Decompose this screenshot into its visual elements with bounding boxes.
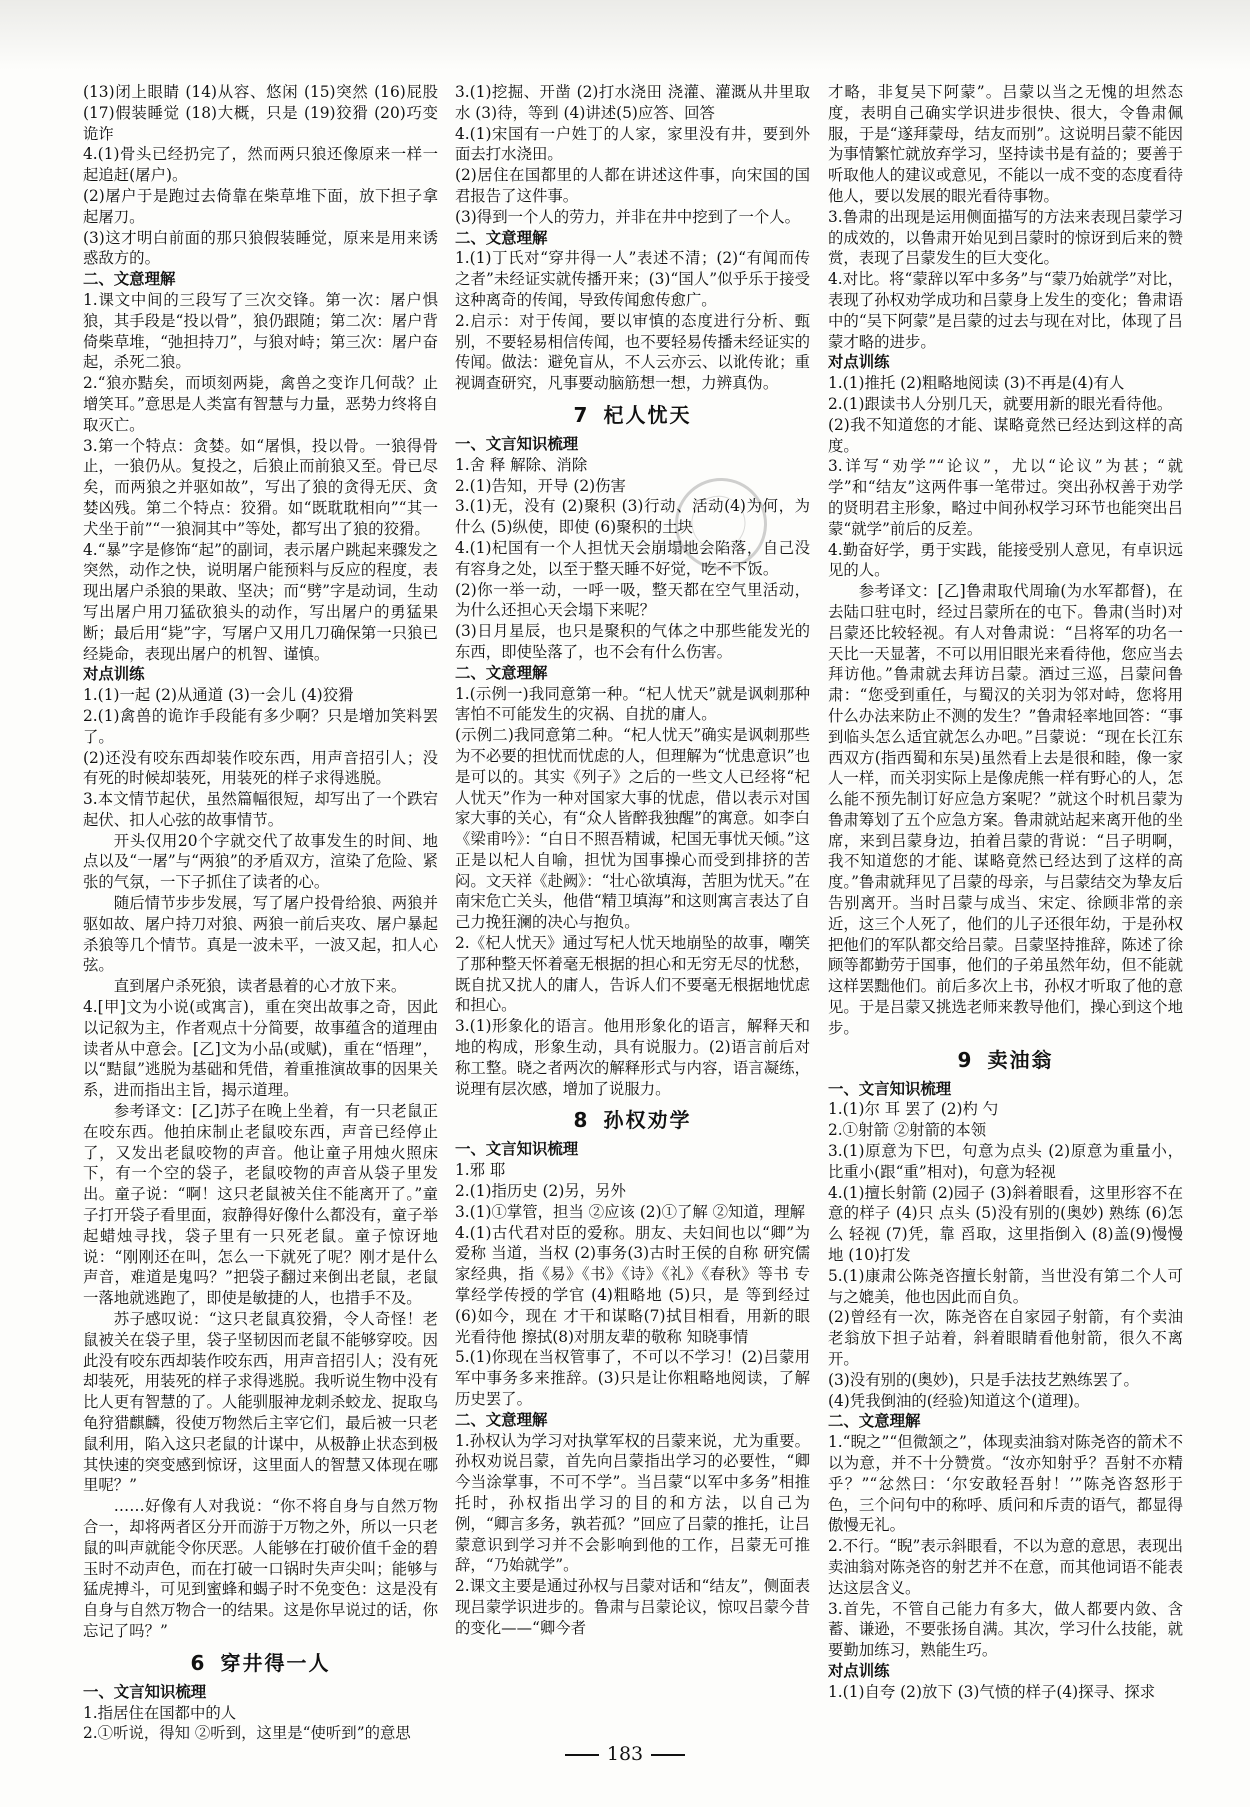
answer-paragraph: 3.(1)无，没有 (2)聚积 (3)行动、活动(4)为何，为什么 (5)纵使，即使 (6)聚积的土块 <box>455 497 810 537</box>
answer-paragraph: 3.第一个特点：贪婪。如“屠惧，投以骨。一狼得骨止，一狼仍从。复投之，后狼止而前狼又至。骨已尽矣，而两狼之并驱如故”，写出了狼的贪得无厌、贪婪凶残。第二个特点：狡猾。如“既耽耽相向”“其一犬坐于前”“一狼洞其中”等处，都写出了狼的狡猾。 <box>83 436 438 538</box>
section-heading: 二、文意理解 <box>455 228 548 247</box>
answer-paragraph: 3.详写“劝学”“论议”，尤以“论议”为甚；“就学”和“结友”这两件事一笔带过。突出孙权善于劝学的贤明君主形象，略过中间孙权学习环节也能突出吕蒙“就学”前后的反差。 <box>828 457 1183 538</box>
section-heading: 二、文意理解 <box>455 663 548 682</box>
column-middle <box>455 82 810 1637</box>
page-number <box>0 1744 1250 1765</box>
answer-paragraph: 4.(1)杞国有一个人担忧天会崩塌地会陷落，自己没有容身之处，以至于整天睡不好觉，吃不下饭。 <box>455 538 810 578</box>
answer-paragraph: (3)日月星辰，也只是聚积的气体之中那些能发光的东西，即使坠落了，也不会有什么伤害。 <box>455 622 810 661</box>
answer-paragraph: (4)凭我倒油的(经验)知道这个(道理)。 <box>828 1391 1090 1410</box>
chapter-title-text: 卖油翁 <box>987 1047 1054 1072</box>
column-left <box>83 82 438 1743</box>
answer-paragraph: 4.勤奋好学，勇于实践，能接受别人意见，有卓识远见的人。 <box>828 540 1183 580</box>
answer-paragraph: (2)还没有咬东西却装作咬东西，用声音招引人；没有死的时候却装死，用装死的样子求得逃脱。 <box>83 748 438 788</box>
answer-paragraph: 4.[甲]文为小说(或寓言)，重在突出故事之奇，因此以记叙为主，作者观点十分简要，故事蕴含的道理由读者从中意会。[乙]文为小品(或赋)，重在“悟理”，以“黠鼠”逃脱为基础和凭借，着重推演故事的因果关系，进而指出主旨，揭示道理。 <box>83 998 438 1100</box>
answer-paragraph: 3.(1)①掌管，担当 ②应该 (2)①了解 ②知道，理解 <box>455 1202 805 1221</box>
section-heading: 对点训练 <box>828 353 890 372</box>
page-top-edge <box>0 0 1250 70</box>
answer-paragraph: 开头仅用20个字就交代了故事发生的时间、地点以及“一屠”与“两狼”的矛盾双方，渲染了危险、紧张的气氛，一下子抓住了读者的心。 <box>83 831 438 892</box>
answer-paragraph: (示例二)我同意第二种。“杞人忧天”确实是讽刺那些为不必要的担忧而忧虑的人，但理解为“忧患意识”也是可以的。其实《列子》之后的一些文人已经将“杞人忧天”作为一种对国家大事的忧虑，借以表示对国家大事的关心，有“众人皆醉我独醒”的寓意。如李白《梁甫吟》：“白日不照吾精诚，杞国无事忧天倾。”这正是以杞人自喻，担忧为国事操心而受到排挤的苦闷。文天祥《赴阙》：“壮心欲填海，苦胆为忧天。”在南宋危亡关头，他借“精卫填海”和这则寓言表达了自己力挽狂澜的决心与抱负。 <box>455 726 810 932</box>
chapter-title <box>455 402 810 428</box>
answer-paragraph: 1.(1)一起 (2)从通道 (3)一会儿 (4)狡猾 <box>83 686 354 705</box>
answer-paragraph: 2.①射箭 ②射箭的本领 <box>828 1121 987 1140</box>
answer-paragraph: 1.“睨之”“但微颔之”，体现卖油翁对陈尧咨的箭术不以为意，并不十分赞赏。“汝亦知射乎？吾射不亦精乎？”“忿然曰：‘尔安敢轻吾射！’”陈尧咨怒形于色，三个问句中的称呼、质问和斥责的语气，都显得傲慢无礼。 <box>828 1433 1183 1535</box>
chapter-title-text: 杞人忧天 <box>603 402 692 427</box>
answer-paragraph: 3.(1)挖掘、开凿 (2)打水浇田 浇灌、灌溉从井里取水 (3)待，等到 (4)讲述(5)应答、回答 <box>455 83 810 122</box>
page-number-left-dash <box>565 1754 599 1756</box>
answer-paragraph: 4.(1)古代君对臣的爱称。朋友、夫妇间也以“卿”为爱称 当道，当权 (2)事务(3)古时王侯的自称 研究儒家经典，指《易》《书》《诗》《礼》《春秋》等书 专掌经学传授的学官 (4)粗略地 (5)只，是 等到经过 (6)如今，现在 才干和谋略(7)拭目相看，用新的眼光看待他 擦拭(8)对朋友辈的敬称 知晓事情 <box>455 1223 810 1346</box>
answer-paragraph: 1.指居住在国都中的人 <box>83 1703 237 1722</box>
answer-paragraph: 苏子感叹说：“这只老鼠真狡猾，令人奇怪！老鼠被关在袋子里，袋子坚韧因而老鼠不能够穿咬。因此没有咬东西却装作咬东西，用声音招引人；没有死却装死，用装死的样子求得逃脱。我听说生物中没有比人更有智慧的了。人能驯服神龙刺杀蛟龙、捉取乌龟狩猎麒麟，役使万物然后主宰它们，最后被一只老鼠利用，陷入这只老鼠的计谋中，从极静止状态到极其快速的突变感到惊讶，这里面人的智慧又体现在哪里呢？” <box>83 1310 438 1495</box>
answer-paragraph: (2)我不知道您的才能、谋略竟然已经达到这样的高度。 <box>828 415 1183 455</box>
answer-paragraph: 1.(示例一)我同意第一种。“杞人忧天”就是讽刺那种害怕不可能发生的灾祸、自扰的庸人。 <box>455 684 810 724</box>
answer-paragraph: 4.(1)擅长射箭 (2)园子 (3)斜着眼看，这里形容不在意的样子 (4)只 点头 (5)没有别的(奥妙) 熟练 (6)怎么 轻视 (7)凭，靠 舀取，这里指倒入 (8)盖(9)慢慢地 (10)打发 <box>828 1183 1183 1265</box>
answer-paragraph: 1.课文中间的三段写了三次交锋。第一次：屠户惧狼，其手段是“投以骨”，狼仍跟随；第二次：屠户背倚柴草堆，“弛担持刀”，与狼对峙；第三次：屠户奋起，杀死二狼。 <box>83 290 438 372</box>
answer-paragraph: 2.(1)禽兽的诡诈手段能有多少啊？只是增加笑料罢了。 <box>83 706 438 746</box>
answer-paragraph: 2.启示：对于传闻，要以审慎的态度进行分析、甄别，不要轻易相信传闻，也不要轻易传播未经证实的传闻。做法：避免盲从，不人云亦云、以讹传讹；重视调查研究，凡事要动脑筋想一想，力辨真伪。 <box>455 311 810 393</box>
chapter-title <box>83 1650 438 1676</box>
answer-paragraph: 参考译文：[乙]鲁肃取代周瑜(为水军都督)，在去陆口驻屯时，经过吕蒙所在的屯下。鲁肃(当时)对吕蒙还比较轻视。有人对鲁肃说：“吕将军的功名一天比一天显著，不可以用旧眼光来看待他，您应当去拜访他。”鲁肃就去拜访吕蒙。酒过三巡，吕蒙问鲁肃：“您受到重任，与蜀汉的关羽为邻对峙，您将用什么办法来防止不测的发生？”鲁肃轻率地回答：“事到临头怎么适宜就怎么办吧。”吕蒙说：“现在长江东西双方(指西蜀和东吴)虽然看上去是很和睦，像一家人一样，而关羽实际上是像虎熊一样有野心的人，怎么能不预先制订好应急方案呢？”就这个时机吕蒙为鲁肃筹划了五个应急方案。鲁肃就站起来离开他的坐席，来到吕蒙身边，拍着吕蒙的背说：“吕子明啊，我不知道您的才能、谋略竟然已经达到了这样的高度。”鲁肃就拜见了吕蒙的母亲，与吕蒙结交为挚友后告别离开。当时吕蒙与成当、宋定、徐顾非常的亲近，这三个人死了，他们的儿子还很年幼，于是孙权把他们的军队都交给吕蒙。吕蒙坚持推辞，陈述了徐顾等都勤劳于国事，他们的子弟虽然年幼，但不能就这样罢黜他们。前后多次上书，孙权才听取了他的意见。于是吕蒙又挑选老师来教导他们，操心到这个地步。 <box>828 582 1183 1037</box>
section-heading: 二、文意理解 <box>455 1410 548 1429</box>
answer-paragraph: 2.不行。“睨”表示斜眼看，不以为意的意思，表现出卖油翁对陈尧咨的射艺并不在意，而其他词语不能表达这层含义。 <box>828 1537 1183 1597</box>
answer-paragraph: 2.《杞人忧天》通过写杞人忧天地崩坠的故事，嘲笑了那种整天怀着毫无根据的担心和无穷无尽的忧愁，既自扰又扰人的庸人，告诉人们不要毫无根据地忧虑和担心。 <box>455 934 810 1015</box>
column-right <box>828 82 1183 1701</box>
answer-paragraph: 2.(1)跟读书人分别几天，就要用新的眼光看待他。 <box>828 394 1173 413</box>
answer-paragraph: 1.(1)尔 耳 罢了 (2)杓 勺 <box>828 1100 999 1119</box>
answer-paragraph: 2.“狼亦黠矣，而顷刻两毙，禽兽之变诈几何哉？止增笑耳。”意思是人类富有智慧与力量，恶势力终将自取灭亡。 <box>83 374 438 434</box>
section-heading: 一、文言知识梳理 <box>828 1079 952 1098</box>
answer-paragraph: 4.“暴”字是修饰“起”的副词，表示屠户跳起来骤发之突然，动作之快，说明屠户能预料与反应的程度，表现出屠户杀狼的果敢、坚决；而“劈”字是动词，生动写出屠户用刀猛砍狼头的动作，写出屠户的勇猛果断；最后用“毙”字，写屠户又用几刀确保第一只狼已经毙命，表现出屠户的机智、谨慎。 <box>83 540 438 663</box>
section-heading: 对点训练 <box>828 1661 890 1680</box>
answer-paragraph: 随后情节步步发展，写了屠户投骨给狼、两狼并驱如故、屠户持刀对狼、两狼一前后夹攻、屠户暴起杀狼等几个情节。真是一波未平，一波又起，扣人心弦。 <box>83 894 438 975</box>
chapter-title <box>828 1047 1183 1073</box>
section-heading: 二、文意理解 <box>828 1412 921 1431</box>
section-heading: 一、文言知识梳理 <box>455 434 579 453</box>
answer-paragraph: 1.(1)推托 (2)粗略地阅读 (3)不再是(4)有人 <box>828 374 1125 393</box>
answer-paragraph: 4.对比。将“蒙辞以军中多务”与“蒙乃始就学”对比，表现了孙权劝学成功和吕蒙身上发生的变化；鲁肃语中的“吴下阿蒙”是吕蒙的过去与现在对比，体现了吕蒙才略的进步。 <box>828 270 1183 351</box>
answer-paragraph: 1.(1)自夸 (2)放下 (3)气愤的样子(4)探寻、探求 <box>828 1682 1156 1701</box>
section-heading: 对点训练 <box>83 665 145 684</box>
answer-paragraph: 2.(1)指历史 (2)另，另外 <box>455 1182 626 1201</box>
answer-paragraph: 5.(1)你现在当权管事了，不可以不学习！(2)吕蒙用军中事务多来推辞。(3)只是让你粗略地阅读，了解历史罢了。 <box>455 1348 810 1409</box>
answer-paragraph: (13)闭上眼睛 (14)从容、悠闲 (15)突然 (16)屁股 (17)假装睡觉 (18)大概，只是 (19)狡猾 (20)巧变诡诈 <box>83 83 438 143</box>
answer-paragraph: 才略，非复吴下阿蒙”。吕蒙以当之无愧的坦然态度，表明自己确实学识进步很快、很大，令鲁肃佩服，于是“遂拜蒙母，结友而别”。这说明吕蒙不能因为事情繁忙就放弃学习，坚持读书是有益的；要善于听取他人的建议或意见，不能以一成不变的态度看待他人，要以发展的眼光看待事物。 <box>828 83 1183 205</box>
section-heading: 一、文言知识梳理 <box>83 1682 207 1701</box>
chapter-number: 9 <box>957 1047 974 1072</box>
page-number-right-dash <box>651 1754 685 1756</box>
answer-paragraph: 2.①听说，得知 ②听到，这里是“使听到”的意思 <box>83 1724 411 1743</box>
answer-paragraph: 2.课文主要是通过孙权与吕蒙对话和“结友”，侧面表现吕蒙学识进步的。鲁肃与吕蒙论议，惊叹吕蒙今昔的变化——“卿今者 <box>455 1577 810 1637</box>
answer-paragraph: ……好像有人对我说：“你不将自身与自然万物合一，却将两者区分开而游于万物之外，所以一只老鼠的叫声就能令你厌恶。人能够在打破价值千金的碧玉时不动声色，而在打破一口锅时失声尖叫；能够与猛虎搏斗，可见到蜜蜂和蝎子时不免变色：这是没有自身与自然万物合一的结果。这是你早说过的话，你忘记了吗？” <box>83 1497 438 1640</box>
answer-paragraph: 3.本文情节起伏，虽然篇幅很短，却写出了一个跌宕起伏、扣人心弦的故事情节。 <box>83 790 438 829</box>
answer-paragraph: 1.(1)丁氏对“穿井得一人”表述不清；(2)“有闻而传之者”未经证实就传播开来；(3)“国人”似乎乐于接受这种离奇的传闻，导致传闻愈传愈广。 <box>455 249 810 309</box>
answer-paragraph: 5.(1)康肃公陈尧咨擅长射箭，当世没有第二个人可与之媲美，他也因此而自负。 <box>828 1266 1183 1306</box>
section-heading: 二、文意理解 <box>83 270 176 289</box>
answer-paragraph: (3)没有别的(奥妙)，只是手法技艺熟练罢了。 <box>828 1370 1139 1389</box>
answer-paragraph: 3.首先，不管自己能力有多大，做人都要内敛、含蓄、谦逊，不要张扬自满。其次，学习什么技能，就要勤加练习，熟能生巧。 <box>828 1599 1183 1660</box>
chapter-title <box>455 1107 810 1133</box>
answer-paragraph: (2)屠户于是跑过去倚靠在柴草堆下面，放下担子拿起屠刀。 <box>83 186 438 226</box>
chapter-title-text: 穿井得一人 <box>220 1650 331 1675</box>
answer-paragraph: 4.(1)宋国有一户姓丁的人家，家里没有井，要到外面去打水浇田。 <box>455 124 810 164</box>
answer-paragraph: 2.(1)告知，开导 (2)伤害 <box>455 476 626 495</box>
answer-paragraph: (2)居住在国都里的人都在讲述这件事，向宋国的国君报告了这件事。 <box>455 166 810 205</box>
page-number-text: 183 <box>606 1743 644 1765</box>
answer-paragraph: (3)得到一个人的劳力，并非在井中挖到了一个人。 <box>455 207 801 226</box>
chapter-title-text: 孙权劝学 <box>603 1108 692 1133</box>
answer-paragraph: 3.(1)原意为下巴，句意为点头 (2)原意为重量小，比重小(跟“重”相对)，句意为轻视 <box>828 1142 1183 1181</box>
answer-paragraph: (3)这才明白前面的那只狼假装睡觉，原来是用来诱惑敌方的。 <box>83 228 438 268</box>
answer-paragraph: 3.(1)形象化的语言。他用形象化的语言，解释天和地的构成，形象生动，具有说服力。(2)语言前后对称工整。晓之者两次的解释形式与内容，语言凝练，说理有层次感，增加了说服力。 <box>455 1017 810 1098</box>
answer-paragraph: 参考译文：[乙]苏子在晚上坐着，有一只老鼠正在咬东西。他拍床制止老鼠咬东西，声音已经停止了，又发出老鼠咬物的声音。他让童子用烛火照床下，有一个空的袋子，老鼠咬物的声音从袋子里发出。童子说：“啊！这只老鼠被关住不能离开了。”童子打开袋子看里面，寂静得好像什么都没有，童子举起蜡烛寻找，袋子里有一只死老鼠。童子惊讶地说：“刚刚还在叫，怎么一下就死了呢？刚才是什么声音，难道是鬼吗？”把袋子翻过来倒出老鼠，老鼠一落地就逃跑了，即使是敏捷的人，也措手不及。 <box>83 1102 438 1308</box>
answer-paragraph: 4.(1)骨头已经扔完了，然而两只狼还像原来一样一起追赶(屠户)。 <box>83 145 438 185</box>
answer-paragraph: 3.鲁肃的出现是运用侧面描写的方法来表现吕蒙学习的成效的，以鲁肃开始见到吕蒙时的惊讶到后来的赞赏，表现了吕蒙发生的巨大变化。 <box>828 207 1183 268</box>
answer-paragraph: 1.邪 耶 <box>455 1161 506 1180</box>
answer-paragraph: 1.舍 释 解除、消除 <box>455 455 588 474</box>
chapter-number: 6 <box>190 1650 207 1675</box>
answer-paragraph: 1.孙权认为学习对执掌军权的吕蒙来说，尤为重要。孙权劝说吕蒙，首先向吕蒙指出学习的必要性，“卿今当涂掌事，不可不学”。当吕蒙“以军中多务”相推托时，孙权指出学习的目的和方法，以自己为例，“卿言多务，孰若孤？”回应了吕蒙的推托，让吕蒙意识到学习并不会影响到他的工作，吕蒙无可推辞，“乃始就学”。 <box>455 1431 810 1575</box>
answer-paragraph: (2)曾经有一次，陈尧咨在自家园子射箭，有个卖油老翁放下担子站着，斜着眼睛看他射箭，很久不离开。 <box>828 1308 1183 1369</box>
chapter-number: 7 <box>573 402 590 427</box>
answer-paragraph: (2)你一举一动，一呼一吸，整天都在空气里活动，为什么还担心天会塌下来呢？ <box>455 580 810 620</box>
section-heading: 一、文言知识梳理 <box>455 1140 579 1159</box>
answer-paragraph: 直到屠户杀死狼，读者悬着的心才放下来。 <box>113 977 407 996</box>
chapter-number: 8 <box>573 1108 590 1133</box>
